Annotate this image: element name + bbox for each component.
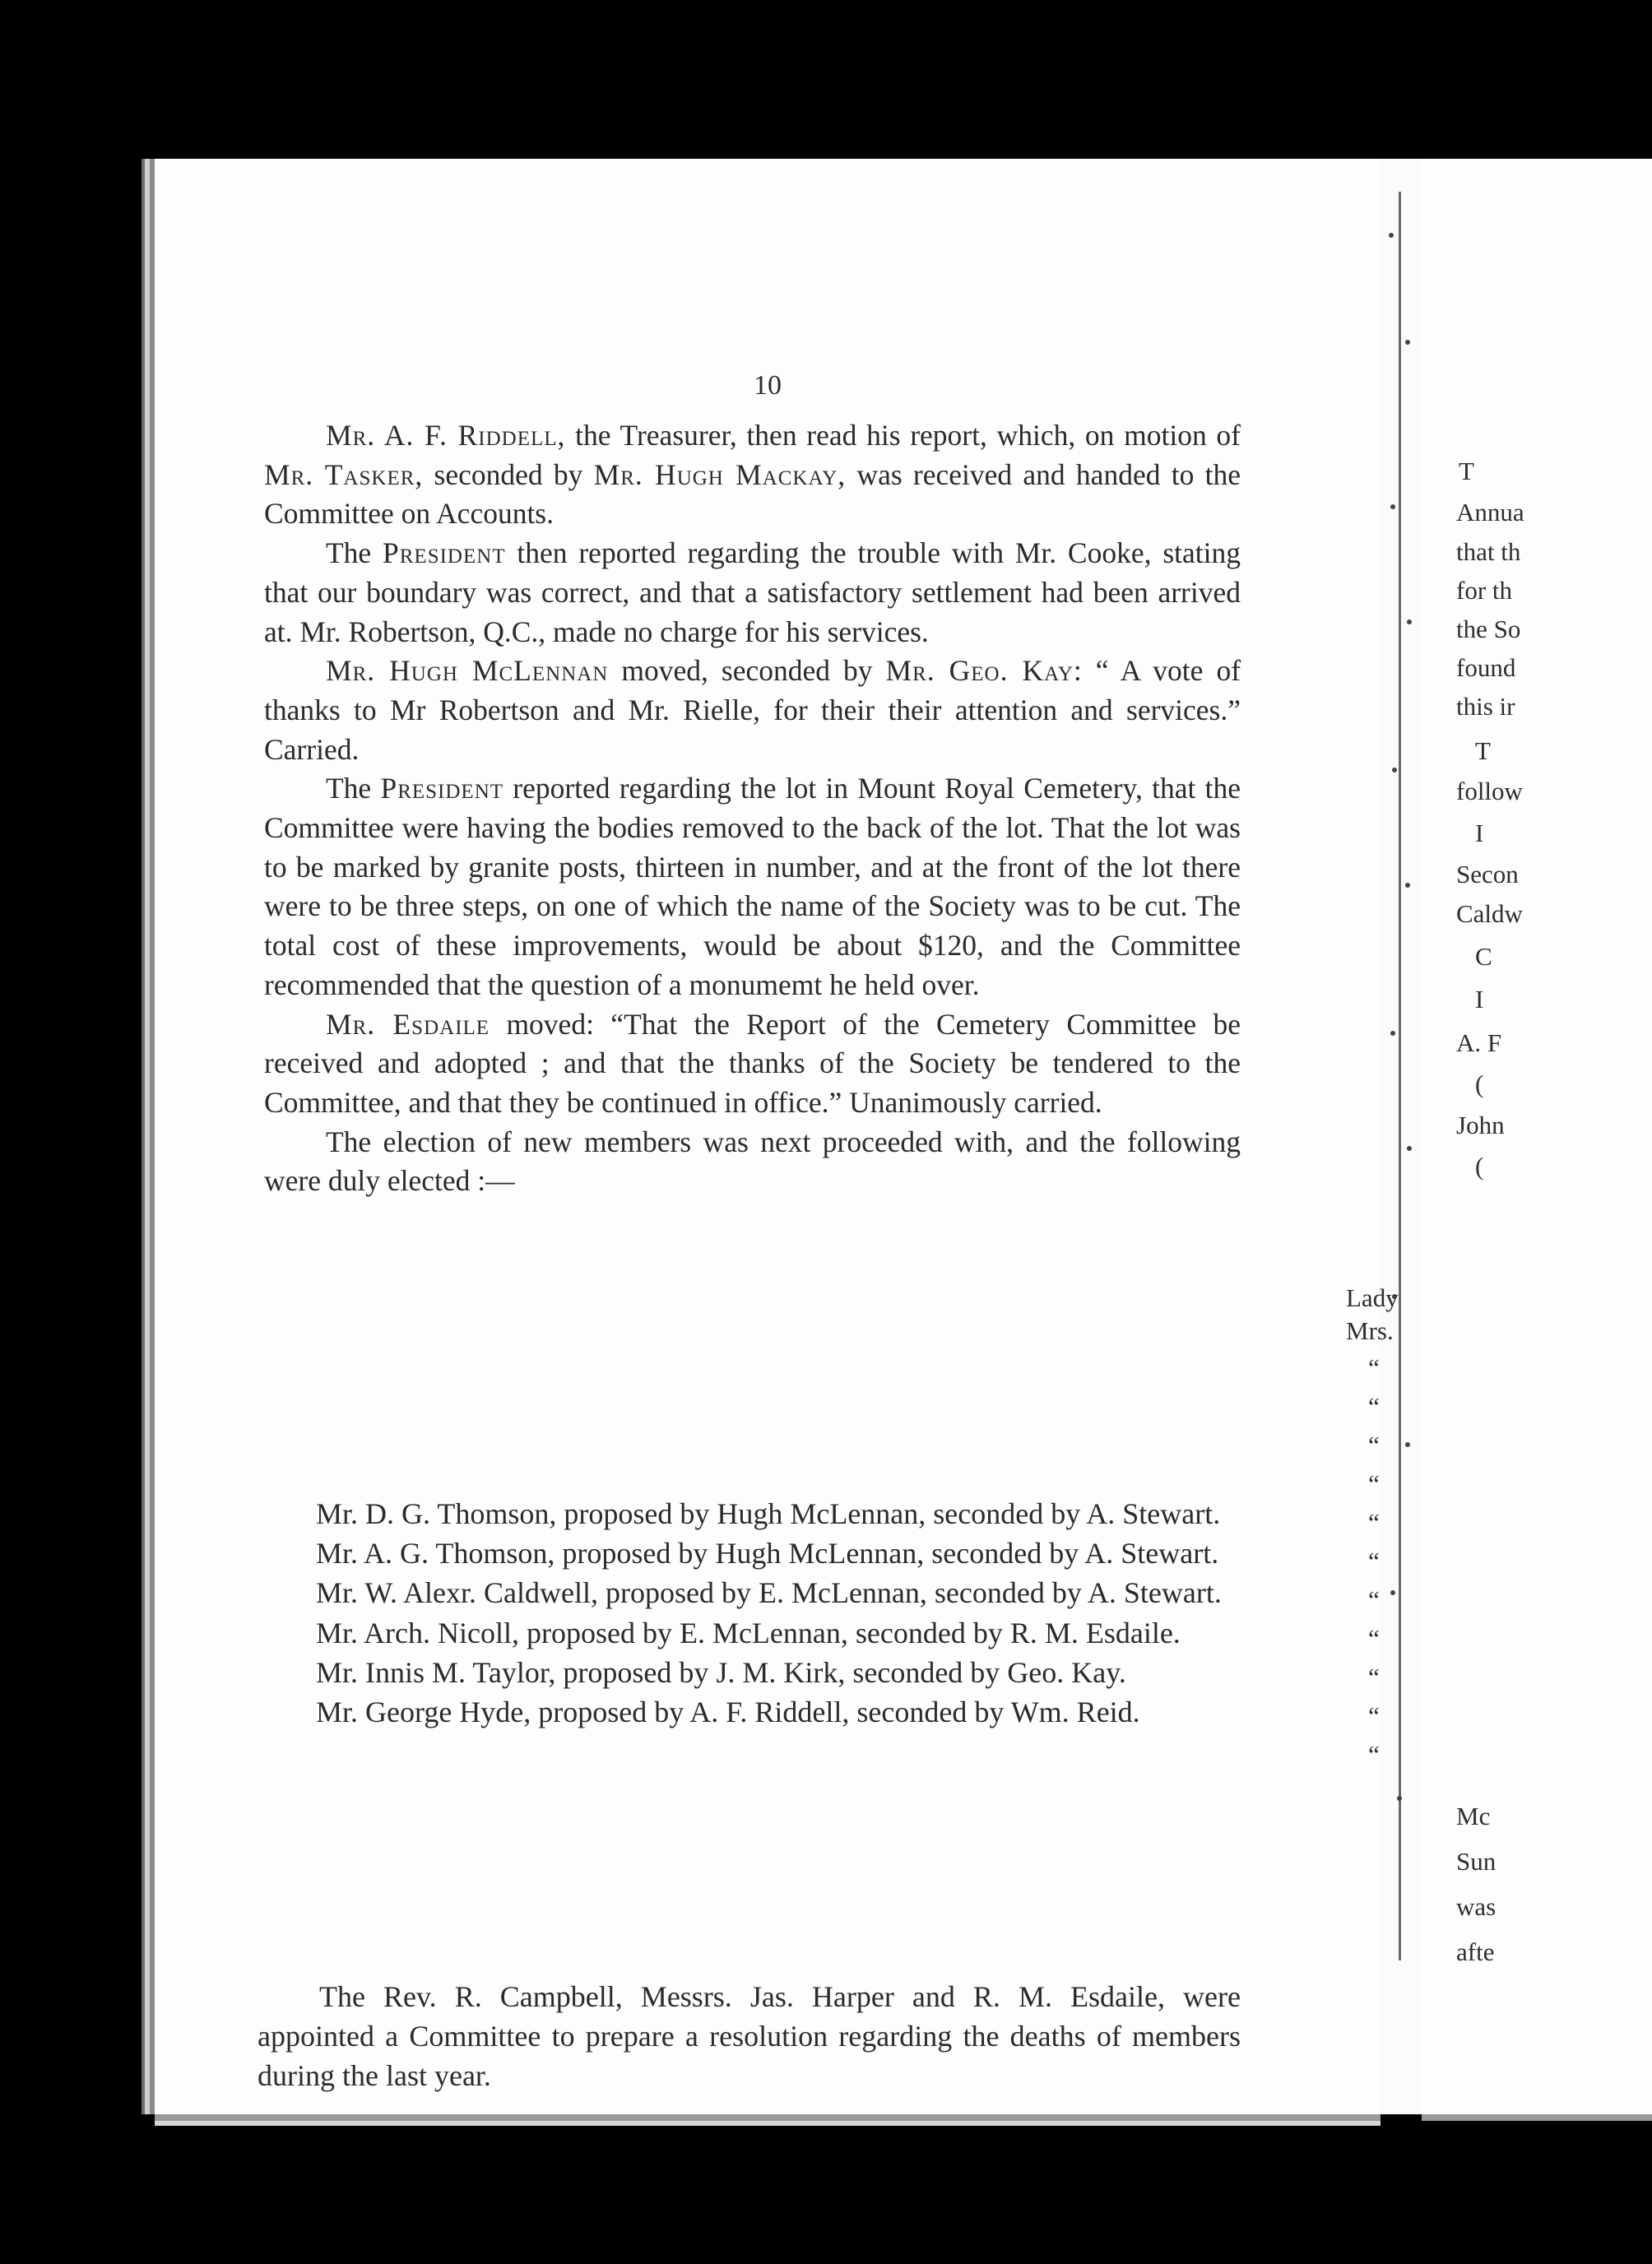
text: then reported regarding the trouble with Mr. Cooke, stating that our boundary was correct, and that a satisfactory settlement had been arrived at. Mr. Robertson, Q.C., made no charge for his services.: [264, 536, 1241, 648]
text: seconded by: [423, 457, 594, 491]
member-entry: Mr. D. G. Thomson, proposed by Hugh McLennan, seconded by A. Stewart.: [316, 1497, 1221, 1530]
binding-stitch: [1389, 233, 1394, 238]
paragraph-cemetery-motion: [264, 1005, 1241, 1123]
binding-stitch: [1405, 883, 1410, 888]
name-president: President: [380, 772, 504, 805]
minutes-text: [264, 416, 1241, 1201]
text: reported regarding the lot in Mount Royal Cemetery, that the Committee were having the bodies removed to the back of the lot. That the lot was to be marked by granite posts, thirteen in number, and at the front of the lot there were to be three steps, on one of which the name of the Society was to be cut. The total cost of these improvements, would be about $120, and the Committee recommended that the question of a monumemt he held over.: [264, 772, 1241, 1001]
facing-page-fragment: for th: [1456, 576, 1513, 605]
binding-stitch: [1405, 340, 1410, 345]
elected-members-list: [244, 1494, 1241, 1732]
facing-page-fragment: “: [1368, 1701, 1380, 1730]
facing-page-fragment: Sun: [1456, 1847, 1497, 1876]
facing-page-text: [1346, 159, 1652, 2114]
facing-page-fragment: John: [1456, 1111, 1505, 1139]
facing-page-fragment: was: [1456, 1892, 1497, 1921]
facing-page-fragment: T: [1475, 736, 1491, 765]
name-seconder: Mr. Geo. Kay:: [885, 654, 1083, 688]
text: the Treasurer, then read his report, which, on motion of: [565, 419, 1241, 452]
facing-page-fragment: Secon: [1456, 860, 1519, 888]
paragraph-vote-of-thanks: [264, 652, 1241, 769]
binding-line: [1399, 192, 1401, 1960]
binding-stitch: [1405, 1442, 1410, 1447]
facing-page-fragment: “: [1368, 1663, 1380, 1691]
facing-page-fragment: Caldw: [1456, 899, 1523, 928]
closing-paragraph: [258, 1977, 1241, 2096]
name-mover: Mr. Esdaile: [326, 1007, 490, 1041]
page-number: 10: [754, 370, 782, 401]
facing-page-fragment: “: [1368, 1508, 1380, 1537]
paragraph-boundary-report: [264, 534, 1241, 652]
facing-page-fragment: “: [1368, 1547, 1380, 1575]
name-treasurer: Mr. A. F. Riddell,: [326, 419, 566, 452]
facing-page-fragment: afte: [1456, 1937, 1495, 1966]
facing-page-fragment: C: [1475, 942, 1492, 971]
text: The: [326, 772, 381, 805]
facing-page-fragment: “: [1368, 1431, 1380, 1459]
member-entry: Mr. A. G. Thomson, proposed by Hugh McLennan, seconded by A. Stewart.: [316, 1537, 1219, 1570]
book-gutter: [1381, 159, 1422, 2114]
name-president: President: [383, 536, 506, 570]
facing-page-fragment: “: [1368, 1585, 1380, 1614]
facing-page-fragment: I: [1475, 985, 1484, 1014]
member-entry: Mr. W. Alexr. Caldwell, proposed by E. McLennan, seconded by A. Stewart.: [316, 1576, 1222, 1610]
facing-page-fragment: “: [1368, 1624, 1380, 1653]
text: was received and handed to the Committee on Accounts.: [264, 457, 1241, 531]
member-entry: Mr. George Hyde, proposed by A. F. Riddell, seconded by Wm. Reid.: [316, 1696, 1140, 1729]
facing-page-fragment: I: [1475, 819, 1484, 847]
member-entry: Mr. Innis M. Taylor, proposed by J. M. Kirk, seconded by Geo. Kay.: [316, 1655, 1126, 1689]
binding-stitch: [1407, 619, 1412, 624]
facing-page-fragment: this ir: [1456, 692, 1515, 721]
text: moved, seconded by: [608, 654, 886, 688]
name-seconder: Mr. Hugh Mackay,: [593, 457, 847, 491]
facing-page-fragment: T: [1459, 457, 1474, 485]
facing-page-fragment: “: [1368, 1353, 1380, 1382]
paragraph-treasurer-report: [264, 416, 1241, 534]
binding-stitch: [1407, 1146, 1412, 1151]
text: The: [326, 536, 383, 570]
paragraph-cemetery-report: [264, 769, 1241, 1004]
name-mover: Mr. Tasker,: [264, 457, 424, 491]
facing-page: [1346, 159, 1652, 2114]
left-page: [155, 159, 1381, 2114]
facing-page-fragment: the So: [1456, 615, 1521, 643]
facing-page-fragment: follow: [1456, 777, 1523, 805]
text: moved: “That the Report of the Cemetery Committee be received and adopted ; and that the thanks of the Society be tendered to the Committee, and that they be continued in office.” Unanimously carried.: [264, 1007, 1241, 1119]
facing-page-fragment: Lady: [1346, 1283, 1399, 1312]
facing-page-fragment: Mc: [1456, 1802, 1491, 1830]
paragraph-election-intro: The election of new members was next proceeded with, and the following were duly elected :—: [264, 1125, 1241, 1198]
binding-stitch: [1392, 768, 1397, 772]
facing-page-fragment: (: [1475, 1069, 1484, 1098]
facing-page-fragment: found: [1456, 653, 1516, 682]
member-entry: Mr. Arch. Nicoll, proposed by E. McLennan, seconded by R. M. Esdaile.: [316, 1616, 1181, 1649]
binding-stitch: [1390, 504, 1395, 509]
binding-stitch: [1390, 1590, 1395, 1595]
facing-page-fragment: “: [1368, 1392, 1380, 1421]
binding-stitch: [1397, 1796, 1402, 1801]
facing-page-fragment: “: [1368, 1740, 1380, 1769]
facing-page-fragment: Annua: [1456, 498, 1524, 527]
paragraph-committee-appointment: The Rev. R. Campbell, Messrs. Jas. Harper and R. M. Esdaile, were appointed a Committee to prepare a resolution regarding the deaths of members during the last year.: [258, 1980, 1241, 2093]
text: “ A vote of thanks to Mr Robertson and Mr. Rielle, for their their attention and services.” Carried.: [264, 654, 1241, 766]
facing-page-fragment: “: [1368, 1469, 1380, 1498]
facing-page-fragment: A. F: [1456, 1028, 1502, 1057]
facing-page-fragment: (: [1475, 1152, 1484, 1181]
binding-stitch: [1390, 1031, 1395, 1036]
facing-page-fragment: that th: [1456, 537, 1521, 566]
name-mover: Mr. Hugh McLennan: [326, 654, 609, 688]
facing-page-fragment: Mrs.: [1346, 1316, 1394, 1345]
